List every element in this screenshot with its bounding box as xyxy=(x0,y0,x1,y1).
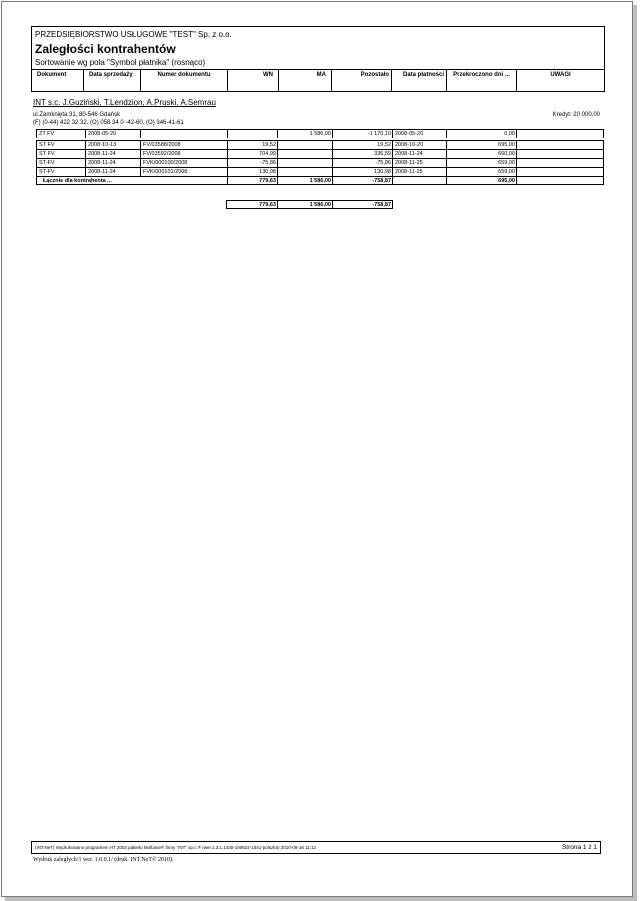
table-row xyxy=(36,140,604,149)
col-przekroczono: Przekroczono dni ... xyxy=(447,70,517,92)
cell-pay-date: 2008-10-20 xyxy=(393,140,447,149)
column-headers xyxy=(32,69,604,92)
col-ma: MA xyxy=(279,70,332,92)
cell-wn xyxy=(228,129,278,138)
cell-days: 659,00 xyxy=(447,167,517,176)
col-uwagi: UWAGI xyxy=(550,72,571,78)
cell-sale-date: 2008-11-24 xyxy=(86,149,141,158)
cell-number: FVK/000101/2008 xyxy=(141,167,228,176)
cell-pay-date: 2008-11-24 xyxy=(393,149,447,158)
col-data-sprzedazy: Data sprzedaży xyxy=(84,70,141,92)
footer-program-info: (INT.NeT) Wydrukowano programem HT 2003 pakietu Molbase® firmy "INT" sp.c.® (wer.1.3.1.1430-100622-1041-polszka) 2010-09-16 11:12 xyxy=(35,845,316,850)
company-name: PRZEDSIĘBIORSTWO USŁUGOWE "TEST" Sp. z o.o. xyxy=(35,30,232,39)
cell-days: 695,00 xyxy=(447,140,517,149)
cell-notes xyxy=(517,149,604,158)
client-address: ul.Zamknięta 31, 80-546 Gdańsk xyxy=(33,112,121,118)
col-pozostalo: Pozostało xyxy=(332,70,392,92)
col-dokument: Dokument xyxy=(32,70,84,92)
cell-sale-date: 2008-11-24 xyxy=(86,158,141,167)
cell-ma: 1 586,00 xyxy=(278,129,333,138)
subtotal-ma: 1 586,00 xyxy=(278,176,333,185)
total-row xyxy=(36,200,604,209)
table-row xyxy=(36,149,604,158)
cell-remaining: -75,86 xyxy=(333,158,393,167)
cell-remaining: 19,52 xyxy=(333,140,393,149)
report-subtitle: Sortowanie wg pola "Symbol płatnika" (rosnąco) xyxy=(35,58,206,67)
cell-pay-date: 2008-11-25 xyxy=(393,167,447,176)
cell-ma xyxy=(278,140,333,149)
cell-sale-date: 2008-10-13 xyxy=(86,140,141,149)
total-ma: 1 586,00 xyxy=(278,200,333,209)
cell-notes xyxy=(517,129,604,138)
subtotal-remaining: -758,87 xyxy=(333,176,393,185)
page-number: Strona 1 z 1 xyxy=(561,844,597,851)
cell-number: FVK/000100/2008 xyxy=(141,158,228,167)
cell-days: 659,00 xyxy=(447,158,517,167)
subtotal-wn: 779,63 xyxy=(228,176,278,185)
subtotal-empty xyxy=(393,176,447,185)
client-credit: Kredyt: 20 000,00 xyxy=(552,112,600,118)
total-wn: 779,63 xyxy=(226,200,278,209)
cell-pay-date: 2008-11-25 xyxy=(393,158,447,167)
subtotal-notes xyxy=(517,176,604,185)
cell-sale-date: 2008-11-24 xyxy=(86,167,141,176)
cell-wn: 19,52 xyxy=(228,140,278,149)
cell-number: FV/03592/2008 xyxy=(141,149,228,158)
cell-number: FV/03588/2008 xyxy=(141,140,228,149)
subtotal-days: 695,00 xyxy=(447,176,517,185)
table-row xyxy=(36,129,604,138)
table-row xyxy=(36,158,604,167)
cell-remaining: -1 170,10 xyxy=(333,129,393,138)
cell-doc: ST-FV xyxy=(36,158,86,167)
cell-pay-date: 2008-05-20 xyxy=(393,129,447,138)
subtotal-row xyxy=(36,176,604,185)
col-wn: WN xyxy=(228,70,279,92)
cell-wn: -75,86 xyxy=(228,158,278,167)
cell-notes xyxy=(517,167,604,176)
cell-number xyxy=(141,129,228,138)
cell-wn: 130,98 xyxy=(228,167,278,176)
col-data-platnosci: Data płatności xyxy=(392,70,447,92)
cell-ma xyxy=(278,158,333,167)
report-footer xyxy=(31,841,601,854)
cell-doc: ZT FV xyxy=(36,129,86,138)
total-remaining: -758,87 xyxy=(333,200,393,209)
cell-wn: 704,99 xyxy=(228,149,278,158)
client-phones: (F) (0-44) 422 32 32, (O) 058 34 0 -42-60, (O) 346-41-61 xyxy=(33,120,184,126)
cell-days: 660,00 xyxy=(447,149,517,158)
cell-ma xyxy=(278,167,333,176)
cell-notes xyxy=(517,158,604,167)
cell-doc: ST FV xyxy=(36,149,86,158)
cell-ma xyxy=(278,149,333,158)
col-numer-dokumentu: Numer dokumentu xyxy=(141,70,228,92)
cell-days: 0,00 xyxy=(447,129,517,138)
cell-remaining: 336,59 xyxy=(333,149,393,158)
cell-notes xyxy=(517,140,604,149)
subtotal-label: Łącznie dla kontrahenta ... xyxy=(36,176,228,185)
report-header xyxy=(31,26,605,92)
cell-sale-date: 2008-05-20 xyxy=(86,129,141,138)
footer-note: Wydruk zaległych/1 wer. 1.0.0.1/ (druk. INT.NeT© 2010). xyxy=(33,857,174,863)
table-row xyxy=(36,167,604,176)
cell-doc: ST-FV xyxy=(36,167,86,176)
cell-doc: ST FV xyxy=(36,140,86,149)
client-name: INT s.c. J.Guziński, T.Lendzion, A.Pruski, A.Semrau xyxy=(33,98,216,107)
cell-remaining: 130,98 xyxy=(333,167,393,176)
report-title: Zaległości kontrahentów xyxy=(35,42,176,56)
